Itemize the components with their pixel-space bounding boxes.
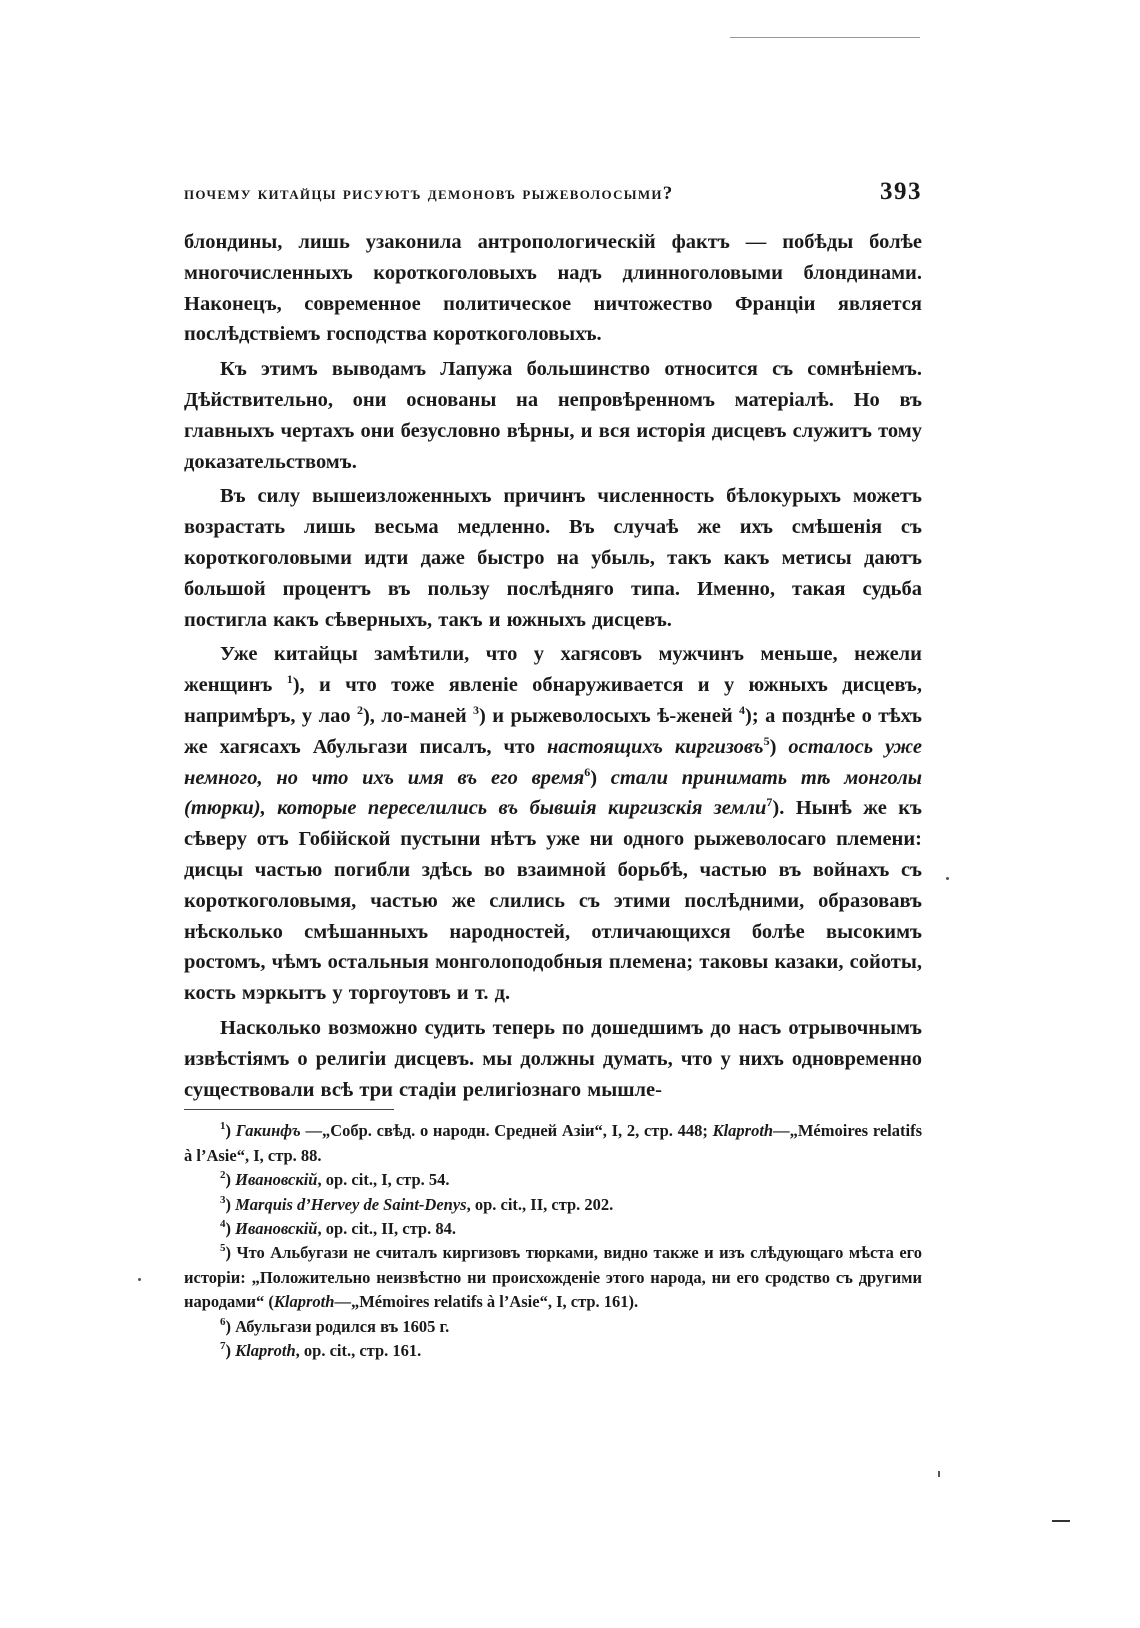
paragraph-3: Въ силу вышеизложенныхъ причинъ численность бѣлокурыхъ можетъ возрастать лишь весьма медленно. Въ случаѣ же ихъ смѣшенія съ короткоголовыми идти даже быстро на убыль, такъ какъ метисы даютъ большой процентъ въ пользу послѣдняго типа. Именно, такая судьба постигла какъ сѣверныхъ, такъ и южныхъ дисцевъ. — [184, 485, 922, 631]
footnote-author: Ивановскій — [235, 1170, 318, 1190]
text-segment: ) — [769, 735, 789, 758]
paragraph-4 — [184, 639, 922, 1009]
scan-artifact-dot — [938, 1471, 940, 1477]
footnote: $^2$) Ивановскій, op. cit., I, стр. 54. — [220, 1169, 450, 1190]
italic-quote: настоящихъ киргизовъ — [547, 735, 764, 758]
footnote-text: Что Альбугази не считалъ киргизовъ тюрками, видно также и изъ слѣдующаго мѣста его исторіи: „Положительно неизвѣстно ни происхожденіе этого народа, ни его сродство съ другими народами“ ( — [184, 1243, 922, 1312]
page-number: 393 — [880, 178, 922, 205]
scan-artifact-dot — [946, 877, 949, 880]
paragraph-1: блондины, лишь узаконила антропологическій фактъ — побѣды болѣе многочисленныхъ короткоголовыхъ надъ длинноголовыми блондинами. Наконецъ, современное политическое ничтожество Франціи является послѣдствіемъ господства короткоголовыхъ. — [184, 231, 922, 346]
footnotes — [184, 1119, 922, 1363]
text-segment: ), ло-маней — [362, 704, 474, 727]
italic-quote: стали принимать тѣ монголы (тюрки), которые переселились въ бывшія киргизскія земли — [184, 766, 922, 820]
footnote: $^3$) Marquis d’Hervey de Saint-Denys, op. cit., II, стр. 202. — [220, 1193, 614, 1214]
footnote: $^5$) Что Альбугази не считалъ киргизовъ тюрками, видно также и изъ слѣдующаго мѣста его исторіи: „Положительно неизвѣстно ни происхожденіе этого народа, ни его сродство съ другими народами“ (Klaproth—„Mémoires relatifs à l’Asie“, I, стр. 161). — [184, 1242, 922, 1312]
footnote-author: Klaproth — [235, 1340, 296, 1360]
footnote-rule — [184, 1109, 394, 1110]
footnote-author: Marquis d’Hervey de Saint-Denys — [235, 1194, 467, 1214]
footnote-text: , op. cit., I, стр. 54. — [317, 1170, 450, 1190]
text-segment: ) и рыжеволосыхъ ѣ-женей — [479, 704, 740, 727]
footnote-number: 2 — [220, 1169, 226, 1182]
footnote-author: Ивановскій — [235, 1218, 318, 1238]
footnote: $^7$) Klaproth, op. cit., стр. 161. — [220, 1339, 422, 1360]
paragraph-5: Насколько возможно судить теперь по дошедшимъ до насъ отрывочнымъ извѣстіямъ о религіи дисцевъ. мы должны думать, что у нихъ одновременно существовали всѣ три стадіи религіознаго мышле- — [184, 1016, 922, 1101]
footnote-text: , op. cit., II, стр. 202. — [466, 1194, 614, 1214]
footnote-number: 1 — [220, 1120, 226, 1133]
book-page — [184, 178, 922, 1363]
chapter-title: почему китайцы рисуютъ демоновъ рыжеволосыми? — [184, 183, 674, 204]
footnote: $^4$) Ивановскій, op. cit., II, стр. 84. — [220, 1217, 456, 1238]
text-segment: ) — [590, 766, 611, 789]
footnote-text: Абульгази родился въ 1605 г. — [235, 1316, 450, 1336]
footnote-author: Klaproth — [273, 1292, 335, 1312]
text-segment: ); а позднѣе о тѣхъ же хагясахъ Абульгази писалъ, что — [184, 704, 923, 758]
footnote-number: 7 — [220, 1339, 226, 1352]
scan-artifact-edge-line — [1052, 1520, 1070, 1522]
footnote-number: 3 — [220, 1193, 226, 1206]
italic-quote: осталось уже немного, но что ихъ имя въ его время — [184, 735, 923, 789]
footnote-text: , op. cit., стр. 161. — [295, 1340, 422, 1360]
scan-artifact-top-line — [730, 37, 920, 38]
footnote: $^6$) Абульгази родился въ 1605 г. — [220, 1315, 450, 1336]
footnote-marker: 7 — [766, 795, 773, 810]
footnote-marker: 1 — [286, 672, 293, 687]
footnote-marker: 3 — [473, 702, 480, 717]
footnote-author: Гакинфъ — [235, 1121, 301, 1141]
footnote-author: Klaproth — [712, 1121, 774, 1141]
footnote-text: —„Mémoires relatifs à l’Asie“, I, стр. 161). — [334, 1292, 639, 1312]
footnote-text: —„Собр. свѣд. о народн. Средней Азіи“, I, 2, стр. 448; — [300, 1121, 713, 1141]
footnote-number: 6 — [220, 1315, 226, 1328]
footnote-marker: 4 — [739, 702, 746, 717]
footnote-number: 5 — [220, 1242, 226, 1255]
text-segment: ), и что тоже явленіе обнаруживается и у южныхъ дисцевъ, напримѣръ, у лао — [184, 674, 922, 727]
paragraph-2: Къ этимъ выводамъ Лапужа большинство относится съ сомнѣніемъ. Дѣйствительно, они основаны на непровѣренномъ матеріалѣ. Но въ главныхъ чертахъ они безусловно вѣрны, и вся исторія дисцевъ служитъ тому доказательствомъ. — [184, 358, 922, 473]
scan-artifact-dot — [138, 1278, 141, 1281]
footnote-marker: 6 — [584, 764, 591, 779]
text-segment: ). Нынѣ же къ сѣверу отъ Гобійской пустыни нѣтъ уже ни одного рыжеволосаго племени: дисцы частью погибли здѣсь во взаимной борьбѣ, частью въ войнахъ съ короткоголовымя, частью же слились съ этими послѣдними, образовавъ нѣсколько смѣшанныхъ народностей, отличающихся болѣе высокимъ ростомъ, чѣмъ остальныя монголоподобныя племена; таковы казаки, сойоты, кость мэркытъ у торгоутовъ и т. д. — [184, 797, 922, 1005]
footnote-marker: 2 — [356, 702, 363, 717]
body-text — [184, 227, 922, 1105]
footnote-text: —„Mémoires relatifs à l’Asie“, I, стр. 88. — [184, 1121, 922, 1165]
footnote: $^1$) Гакинфъ —„Собр. свѣд. о народн. Средней Азіи“, I, 2, стр. 448; Klaproth—„Mémoires relatifs à l’Asie“, I, стр. 88. — [184, 1120, 922, 1165]
running-head — [184, 178, 922, 212]
footnote-text: , op. cit., II, стр. 84. — [317, 1218, 456, 1238]
footnote-number: 4 — [220, 1217, 226, 1230]
text-segment: Уже китайцы замѣтили, что у хагясовъ мужчинъ меньше, нежели женщинъ — [184, 643, 922, 697]
footnote-marker: 5 — [763, 733, 770, 748]
